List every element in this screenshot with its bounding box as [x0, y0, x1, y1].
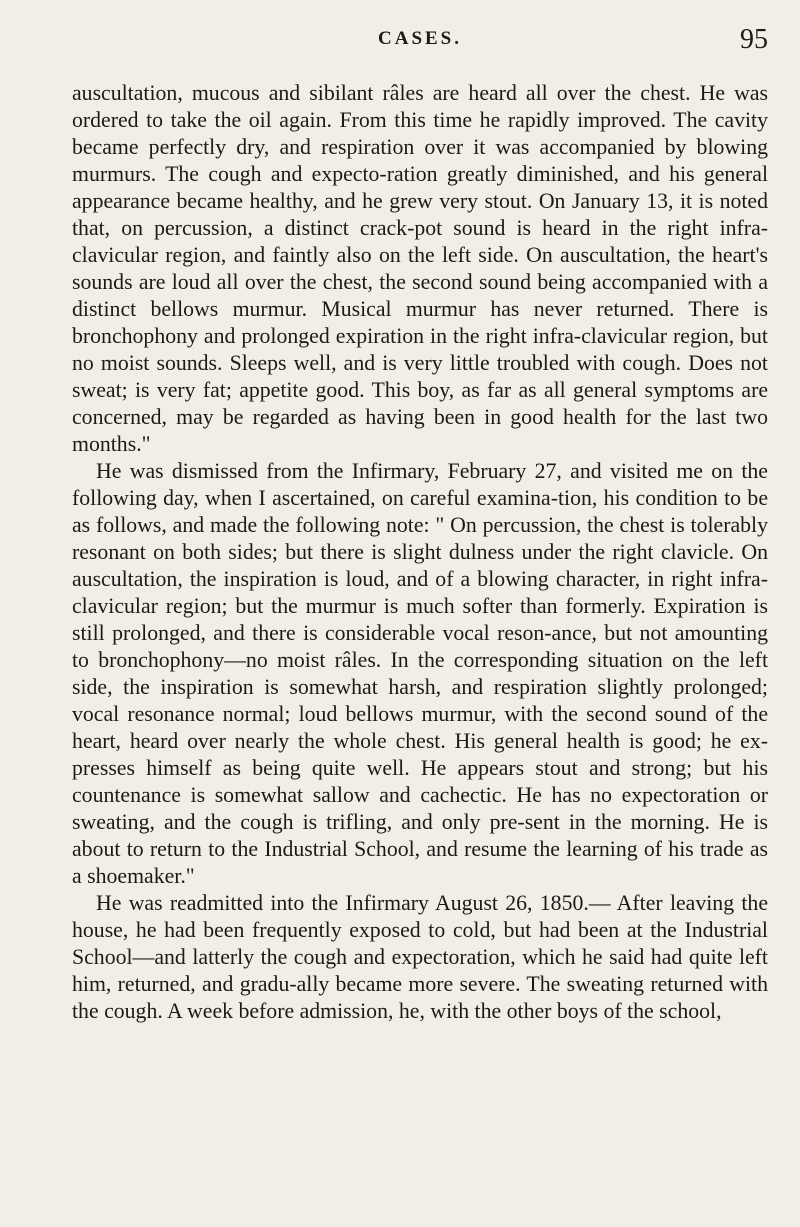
page-number: 95 [740, 24, 768, 55]
running-title: CASES. [378, 28, 462, 49]
body-text [72, 80, 768, 1025]
running-head [72, 24, 768, 58]
paragraph: He was dismissed from the Infirmary, February 27, and visited me on the following day, when I ascertained, on careful examina-tion, his condition to be as follows, and made the following note: " On percussion, the chest is tolerably resonant on both sides; but there is slight dulness under the right clavicle. On auscultation, the inspiration is loud, and of a blowing character, in right infra-clavicular region; but the murmur is much softer than formerly. Expiration is still prolonged, and there is considerable vocal reson-ance, but not amounting to bronchophony—no moist râles. In the corresponding situation on the left side, the inspiration is somewhat harsh, and respiration slightly prolonged; vocal resonance normal; loud bellows murmur, with the second sound of the heart, heard over nearly the whole chest. His general health is good; he ex-presses himself as being quite well. He appears stout and strong; but his countenance is somewhat sallow and cachectic. He has no expectoration or sweating, and the cough is trifling, and only pre-sent in the morning. He is about to return to the Industrial School, and resume the learning of his trade as a shoemaker." [72, 459, 768, 888]
paragraph: He was readmitted into the Infirmary August 26, 1850.— After leaving the house, he had been frequently exposed to cold, but had been at the Industrial School—and latterly the cough and expectoration, which he said had quite left him, returned, and gradu-ally became more severe. The sweating returned with the cough. A week before admission, he, with the other boys of the school, [72, 891, 768, 1023]
paragraph: auscultation, mucous and sibilant râles are heard all over the chest. He was ordered to take the oil again. From this time he rapidly improved. The cavity became perfectly dry, and respiration over it was accompanied by blowing murmurs. The cough and expecto-ration greatly diminished, and his general appearance became healthy, and he grew very stout. On January 13, it is noted that, on percussion, a distinct crack-pot sound is heard in the right infra-clavicular region, and faintly also on the left side. On auscultation, the heart's sounds are loud all over the chest, the second sound being accompanied with a distinct bellows murmur. Musical murmur has never returned. There is bronchophony and prolonged expiration in the right infra-clavicular region, but no moist sounds. Sleeps well, and is very little troubled with cough. Does not sweat; is very fat; appetite good. This boy, as far as all general symptoms are concerned, may be regarded as having been in good health for the last two months." [72, 81, 768, 456]
